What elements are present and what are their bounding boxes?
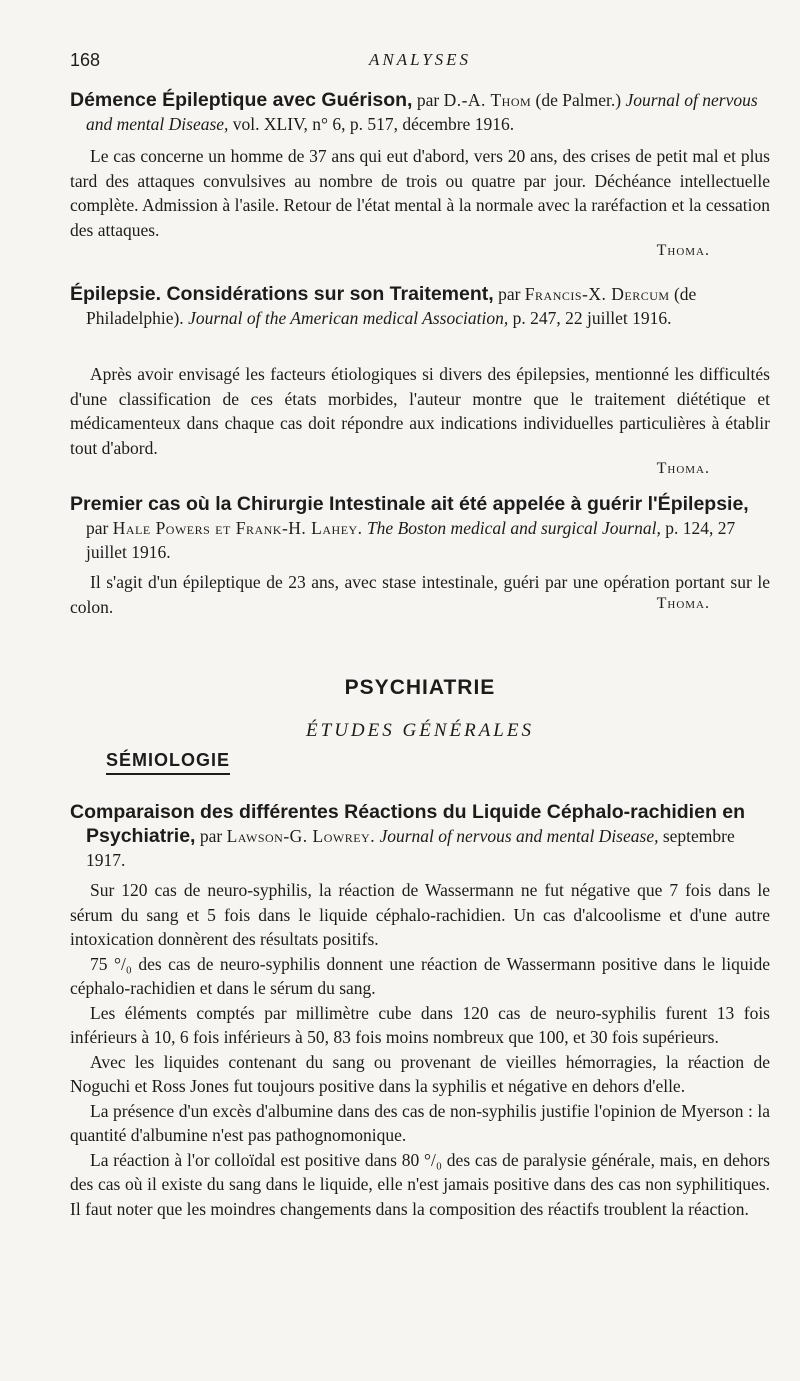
- article-3-by: par: [86, 518, 109, 538]
- article-4-journal: Journal of nervous and mental Disease,: [379, 826, 659, 846]
- article-3-title: Premier cas où la Chirurgie Intestinale ait été appelée à guérir l'Épilepsie,: [70, 493, 749, 515]
- article-2: [70, 282, 770, 330]
- article-3-signature: Thoma.: [656, 595, 710, 612]
- article-1-title: Démence Épileptique avec Guérison,: [70, 89, 413, 111]
- article-4: [70, 800, 770, 872]
- article-1-body-block: [70, 144, 770, 260]
- article-1-heading: [70, 88, 770, 136]
- article-4-paragraph: La présence d'un excès d'albumine dans des cas de non-syphilis justifie l'opinion de Myerson : la quantité d'albumine n'est pas pathognomonique.: [70, 1100, 770, 1145]
- article-2-affiliation: (de Philadelphie).: [86, 284, 697, 328]
- article-1-journal: Journal of nervous and mental Disease,: [86, 90, 758, 134]
- article-4-paragraph: Avec les liquides contenant du sang ou provenant de vieilles hémorragies, la réaction de Noguchi et Ross Jones fut toujours positive dans la syphilis et négative en dehors d'elle.: [70, 1051, 770, 1096]
- section-title: PSYCHIATRIE: [344, 676, 496, 699]
- article-1-ref: vol. XLIV, n° 6, p. 517, décembre 1916.: [232, 114, 515, 134]
- article-2-by: par: [498, 284, 521, 304]
- article-3-heading: [70, 492, 770, 564]
- article-4-paragraph: 75 °/₀ des cas de neuro-syphilis donnent une réaction de Wassermann positive dans le liquide céphalo-rachidien et dans le sérum du sang.: [70, 953, 770, 998]
- article-1-author: D.-A. Thom: [443, 90, 532, 110]
- article-2-body-block: [70, 362, 770, 478]
- article-2-journal: Journal of the American medical Association,: [188, 308, 509, 328]
- article-3-body: Il s'agit d'un épileptique de 23 ans, avec stase intestinale, guéri par une opération portant sur le colon.: [70, 572, 770, 617]
- article-2-body: Après avoir envisagé les facteurs étiologiques si divers des épilepsies, mentionné les difficultés d'une classification de ces états morbides, l'auteur montre que le traitement diététique et médicamenteux dans chaque cas doit répondre aux indications individuelles particulières à établir tout d'abord.: [70, 364, 770, 458]
- article-4-ref: septembre 1917.: [86, 826, 735, 870]
- page-number: 168: [70, 50, 101, 70]
- article-2-author: Francis-X. Dercum: [524, 284, 670, 304]
- article-2-title: Épilepsie. Considérations sur son Traitement,: [70, 283, 494, 305]
- article-3-authors: Hale Powers et Frank-H. Lahey.: [112, 518, 363, 538]
- article-4-heading: [70, 800, 770, 872]
- rubric-block: [106, 750, 230, 775]
- article-3: [70, 492, 770, 564]
- article-1-by: par: [416, 90, 440, 110]
- article-4-paragraph: Sur 120 cas de neuro-syphilis, la réaction de Wassermann ne fut négative que 7 fois dans le sérum du sang et 5 fois dans le liquide céphalo-rachidien. Un cas d'alcoolisme et d'une autre intoxication donnèrent des résultats positifs.: [70, 880, 770, 949]
- running-title: ANALYSES: [368, 50, 472, 69]
- article-2-ref: p. 247, 22 juillet 1916.: [512, 308, 672, 328]
- article-1-body: Le cas concerne un homme de 37 ans qui eut d'abord, vers 20 ans, des crises de petit mal et plus tard des attaques convulsives au nombre de trois ou quatre par jour. Déchéance intellectuelle complète. Admission à l'asile. Retour de l'état mental à la normale avec la raréfaction et la cessation des attaques.: [70, 146, 770, 240]
- article-3-body-block: [70, 570, 770, 617]
- article-4-paragraph: Les éléments comptés par millimètre cube dans 120 cas de neuro-syphilis furent 13 fois inférieurs à 10, 6 fois inférieurs à 50, 83 fois moins nombreux que 100, et 30 fois supérieurs.: [70, 1002, 770, 1047]
- article-4-body-block: [70, 878, 770, 1221]
- article-4-author: Lawson-G. Lowrey.: [226, 826, 376, 846]
- article-2-signature: Thoma.: [656, 460, 710, 477]
- rubric-title: SÉMIOLOGIE: [106, 750, 230, 775]
- section-subtitle: ÉTUDES GÉNÉRALES: [306, 720, 534, 741]
- article-1-signature: Thoma.: [656, 242, 710, 259]
- article-4-by: par: [199, 826, 223, 846]
- article-1-affiliation: (de Palmer.): [535, 90, 622, 110]
- article-4-title: Comparaison des différentes Réactions du Liquide Céphalo-rachidien en Psychiatrie,: [70, 801, 746, 847]
- page-header: [70, 50, 770, 80]
- article-2-heading: [70, 282, 770, 330]
- article-3-ref: p. 124, 27 juillet 1916.: [86, 518, 736, 562]
- article-1: [70, 88, 770, 136]
- article-4-paragraph: La réaction à l'or colloïdal est positive dans 80 °/₀ des cas de paralysie générale, mais, en dehors des cas où il existe du sang dans le liquide, elle n'est jamais positive dans des cas non syphilitiques. Il faut noter que les moindres changements dans la composition des réactifs troublent la réaction.: [70, 1149, 770, 1219]
- article-3-journal: The Boston medical and surgical Journal,: [366, 518, 661, 538]
